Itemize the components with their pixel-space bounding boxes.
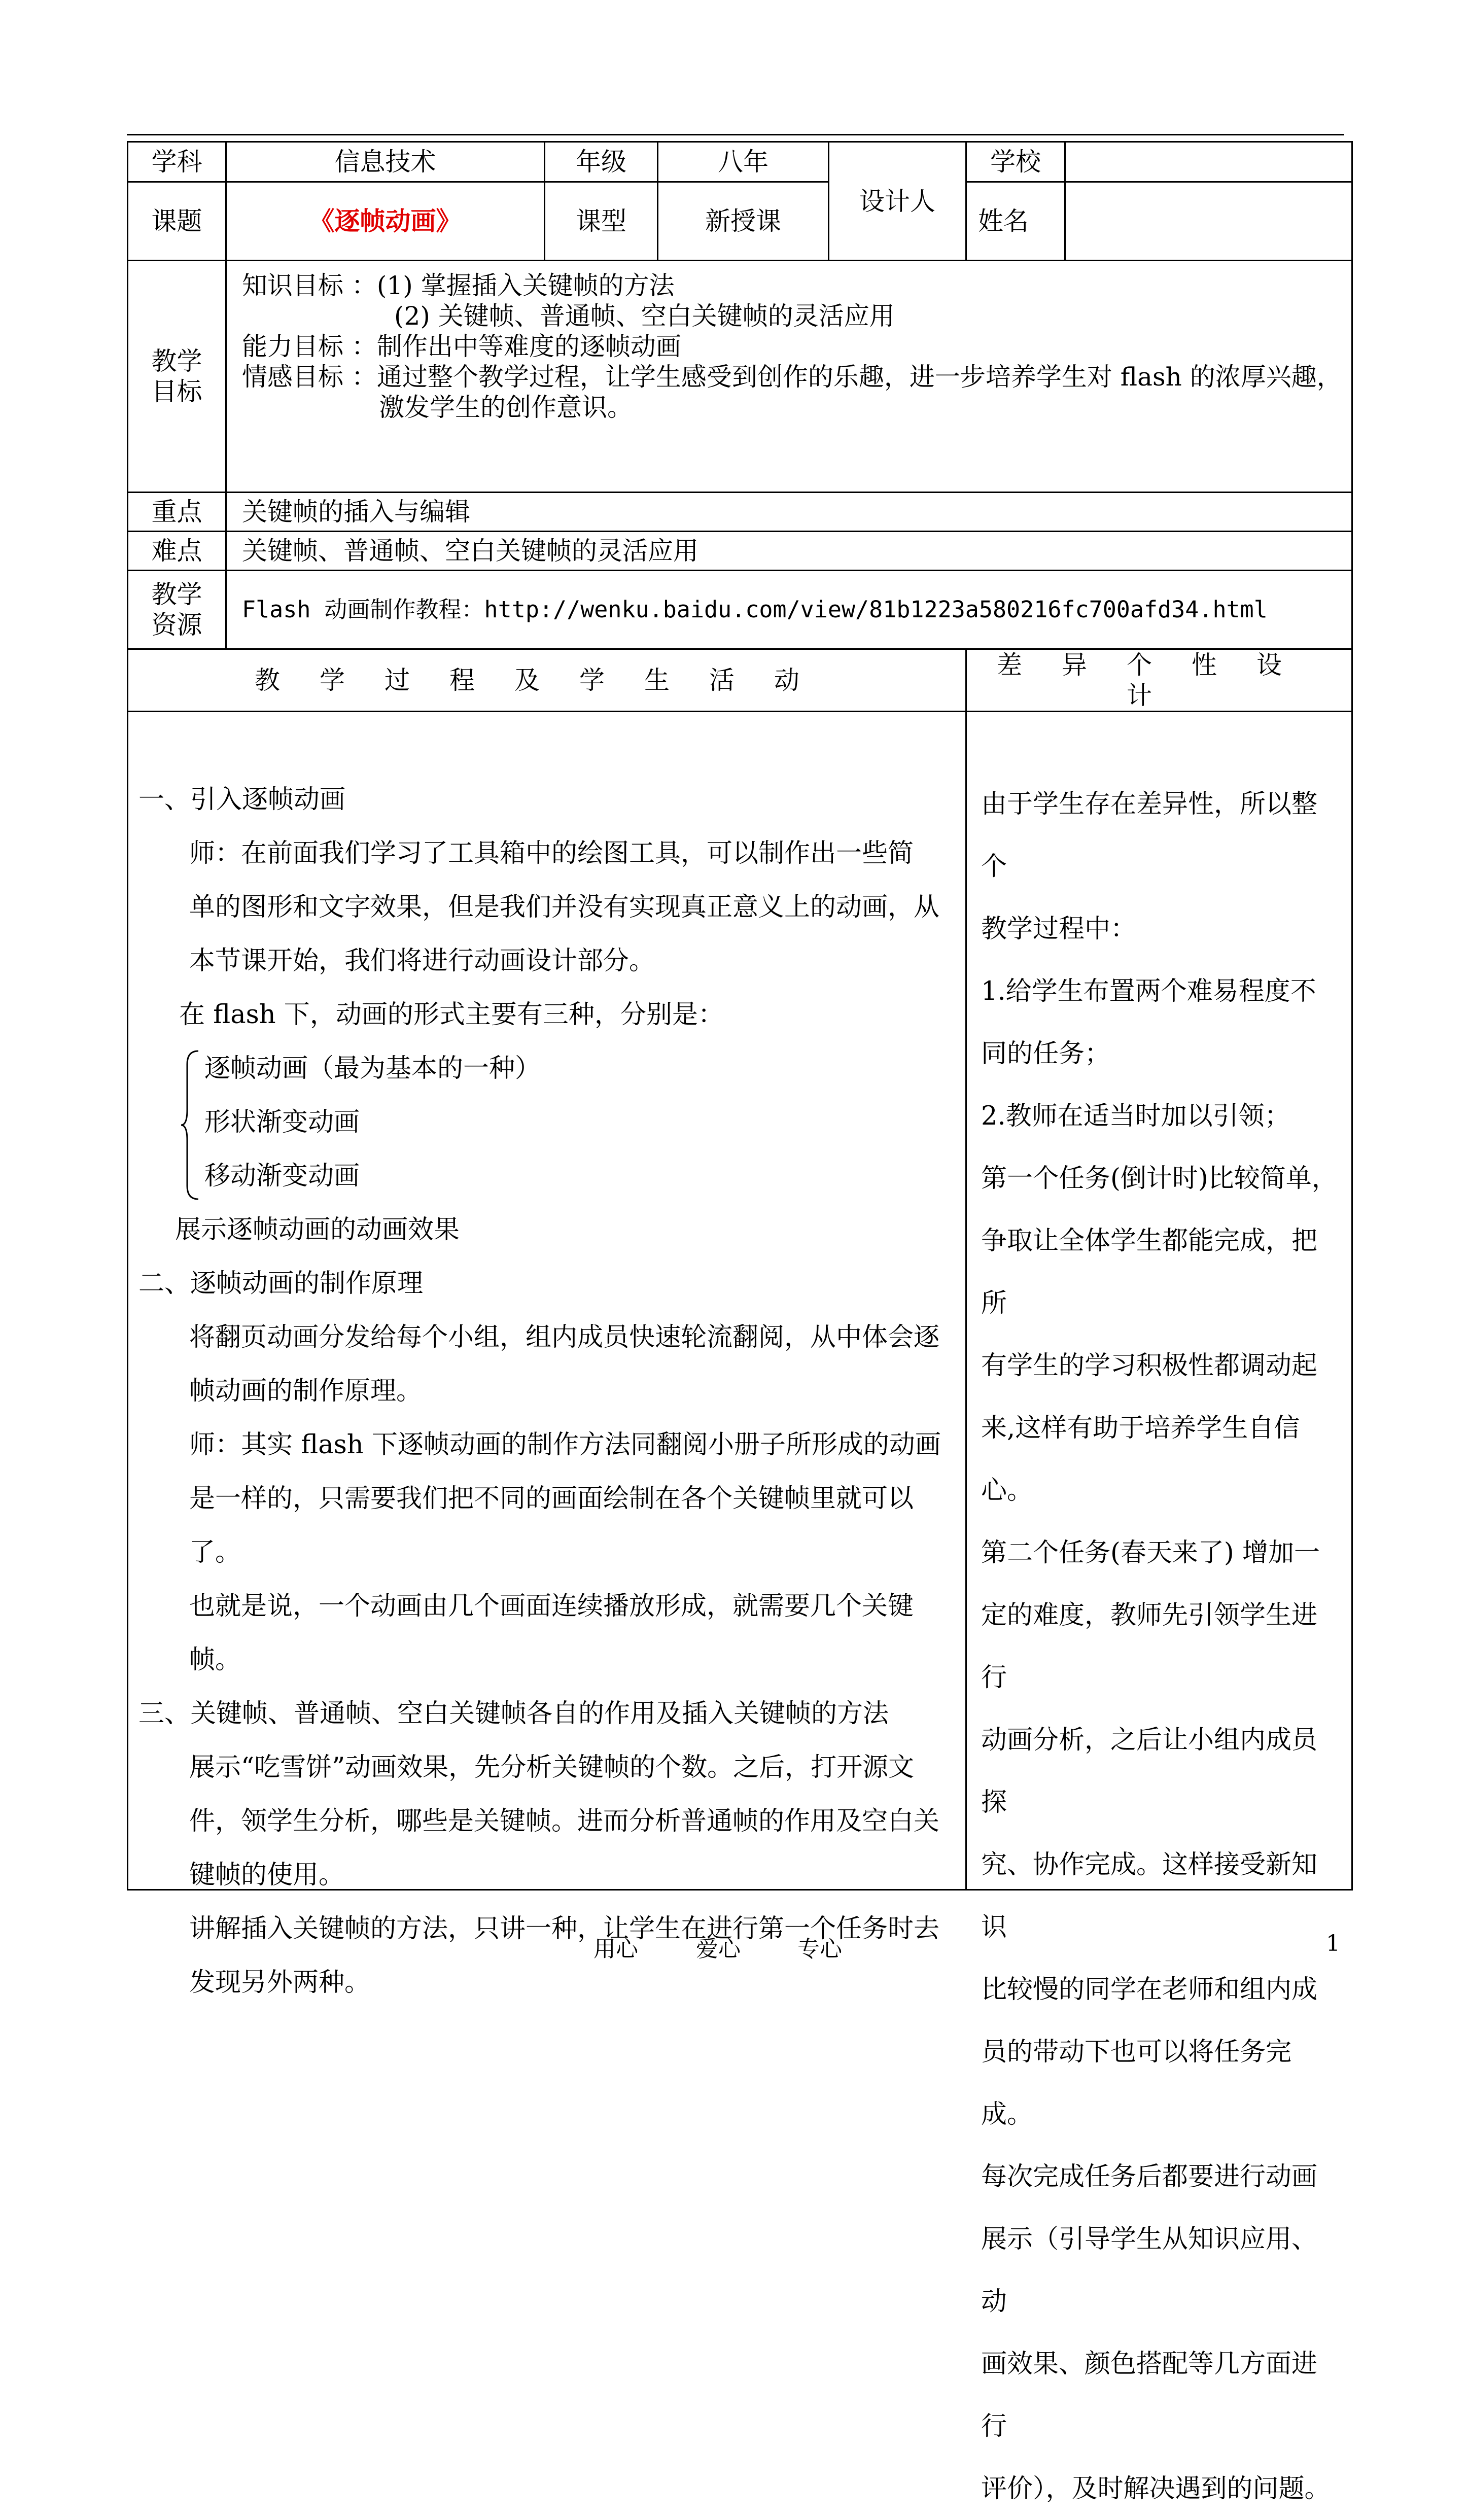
section2-title: 二、逐帧动画的制作原理	[138, 1269, 424, 1299]
section3-line: 讲解插入关键帧的方法，只讲一种，让学生在进行第一个任务时去	[189, 1914, 940, 1944]
design-line: 第一个任务(倒计时)比较简单，	[981, 1164, 1338, 1194]
show-effect: 展示逐帧动画的动画效果	[175, 1215, 460, 1245]
objective-emotion-cont: 激发学生的创作意识。	[379, 393, 633, 422]
resources-label-line1: 教学	[151, 580, 202, 609]
type-value: 新授课	[658, 182, 829, 261]
key-point-value: 关键帧的插入与编辑	[226, 493, 1352, 532]
objectives-content	[226, 261, 1352, 493]
header-row-1	[128, 142, 1352, 182]
resources-value: Flash 动画制作教程：http://wenku.baidu.com/view/81b1223a580216fc700afd34.html	[226, 571, 1352, 649]
objective-ability: 能力目标 ：制作出中等难度的逐帧动画	[242, 332, 681, 361]
section1-line: 师：在前面我们学习了工具箱中的绘图工具，可以制作出一些简	[189, 838, 914, 868]
design-line: 究、协作完成。这样接受新知识	[981, 1850, 1318, 1942]
key-point-label: 重点	[128, 493, 226, 532]
design-line: 争取让全体学生都能完成，把所	[981, 1226, 1318, 1318]
designer-label: 设计人	[829, 142, 966, 261]
section3-line: 件，领学生分析，哪些是关键帧。进而分析普通帧的作用及空白关	[189, 1806, 940, 1836]
resources-row	[128, 571, 1352, 649]
school-value	[1065, 142, 1352, 182]
resources-label-line2: 资源	[151, 610, 202, 640]
section2-line: 也就是说，一个动画由几个画面连续播放形成，就需要几个关键帧。	[189, 1591, 914, 1675]
section1-line: 单的图形和文字效果，但是我们并没有实现真正意义上的动画，从	[189, 892, 940, 922]
footer-motto-2: 爱心	[696, 1936, 741, 1962]
forms-list	[138, 1042, 960, 1203]
form-item: 形状渐变动画	[204, 1107, 360, 1137]
objectives-label-line2: 目标	[151, 377, 202, 406]
design-line: 每次完成任务后都要进行动画	[981, 2162, 1318, 2192]
design-header-text: 差异个性设计	[997, 650, 1321, 710]
topic-label: 课题	[128, 182, 226, 261]
subject-value: 信息技术	[226, 142, 545, 182]
design-line: 评价），及时解决遇到的问题。	[981, 2474, 1331, 2504]
section1-line: 本节课开始，我们将进行动画设计部分。	[189, 946, 655, 976]
design-line: 展示（引导学生从知识应用、动	[981, 2224, 1318, 2317]
section3-line: 发现另外两种。	[189, 1968, 371, 1998]
forms-intro: 在 flash 下，动画的形式主要有三种，分别是：	[179, 1000, 724, 1030]
design-content	[967, 712, 1351, 2504]
school-label: 学校	[966, 142, 1065, 182]
objective-knowledge-2: (2) 关键帧、普通帧、空白关键帧的灵活应用	[394, 301, 895, 331]
name-label: 姓名	[966, 182, 1065, 261]
design-line: 同的任务；	[981, 1039, 1111, 1069]
difficulty-label: 难点	[128, 532, 226, 571]
process-header-text: 教学过程及学生活动	[255, 666, 839, 695]
design-line: 比较慢的同学在老师和组内成	[981, 1975, 1318, 2005]
objective-emotion: 情感目标 ：通过整个教学过程，让学生感受到创作的乐趣，进一步培养学生对 flash 的浓厚兴趣，	[242, 362, 1342, 392]
form-item: 逐帧动画（最为基本的一种）	[204, 1054, 541, 1083]
difficulty-row	[128, 532, 1352, 571]
design-line: 员的带动下也可以将任务完成。	[981, 2037, 1292, 2129]
grade-value: 八年	[658, 142, 829, 182]
name-value	[1065, 182, 1352, 261]
form-item: 移动渐变动画	[204, 1161, 360, 1191]
grade-label: 年级	[545, 142, 658, 182]
design-line: 定的难度，教师先引领学生进行	[981, 1600, 1318, 1693]
objectives-label	[128, 261, 226, 493]
section1-title: 一、引入逐帧动画	[138, 785, 346, 815]
resources-label	[128, 571, 226, 649]
design-line: 由于学生存在差异性，所以整个	[981, 789, 1318, 882]
design-line: 来,这样有助于培养学生自信心。	[981, 1413, 1300, 1506]
difficulty-value: 关键帧、普通帧、空白关键帧的灵活应用	[226, 532, 1352, 571]
design-line: 有学生的学习积极性都调动起	[981, 1351, 1318, 1381]
section2-line: 将翻页动画分发给每个小组，组内成员快速轮流翻阅，从中体会逐	[189, 1322, 940, 1352]
design-header	[966, 649, 1352, 712]
page-number: 1	[1326, 1931, 1340, 1956]
process-header-row	[128, 649, 1352, 712]
objectives-row	[128, 261, 1352, 493]
top-rule	[127, 134, 1344, 135]
section2-line: 是一样的，只需要我们把不同的画面绘制在各个关键帧里就可以了。	[189, 1484, 914, 1567]
objective-knowledge: 知识目标 ：(1) 掌握插入关键帧的方法	[242, 271, 675, 300]
process-header	[128, 649, 966, 712]
header-row-2	[128, 182, 1352, 261]
section3-title: 三、关键帧、普通帧、空白关键帧各自的作用及插入关键帧的方法	[138, 1699, 889, 1729]
process-body-row	[128, 712, 1352, 1890]
design-line: 教学过程中：	[981, 914, 1137, 944]
design-line: 2.教师在适当时加以引领；	[981, 1101, 1290, 1131]
design-line: 动画分析，之后让小组内成员探	[981, 1725, 1318, 1817]
section2-line: 师：其实 flash 下逐帧动画的制作方法同翻阅小册子所形成的动画	[189, 1430, 941, 1460]
section3-line: 展示“吃雪饼”动画效果，先分析关键帧的个数。之后，打开源文	[189, 1753, 915, 1782]
design-line: 1.给学生布置两个难易程度不	[981, 976, 1316, 1006]
footer-motto-3: 专心	[797, 1936, 842, 1962]
type-label: 课型	[545, 182, 658, 261]
design-line: 第二个任务(春天来了) 增加一	[981, 1538, 1320, 1568]
design-line: 画效果、颜色搭配等几方面进行	[981, 2349, 1318, 2441]
subject-label: 学科	[128, 142, 226, 182]
section3-line: 键帧的使用。	[189, 1860, 345, 1890]
key-point-row	[128, 493, 1352, 532]
objectives-label-line1: 教学	[151, 346, 202, 376]
topic-value: 《逐帧动画》	[226, 182, 545, 261]
footer-motto-1: 用心	[593, 1936, 638, 1962]
section2-line: 帧动画的制作原理。	[189, 1376, 423, 1406]
design-cell	[966, 712, 1352, 2504]
brace-icon	[180, 1049, 200, 1201]
